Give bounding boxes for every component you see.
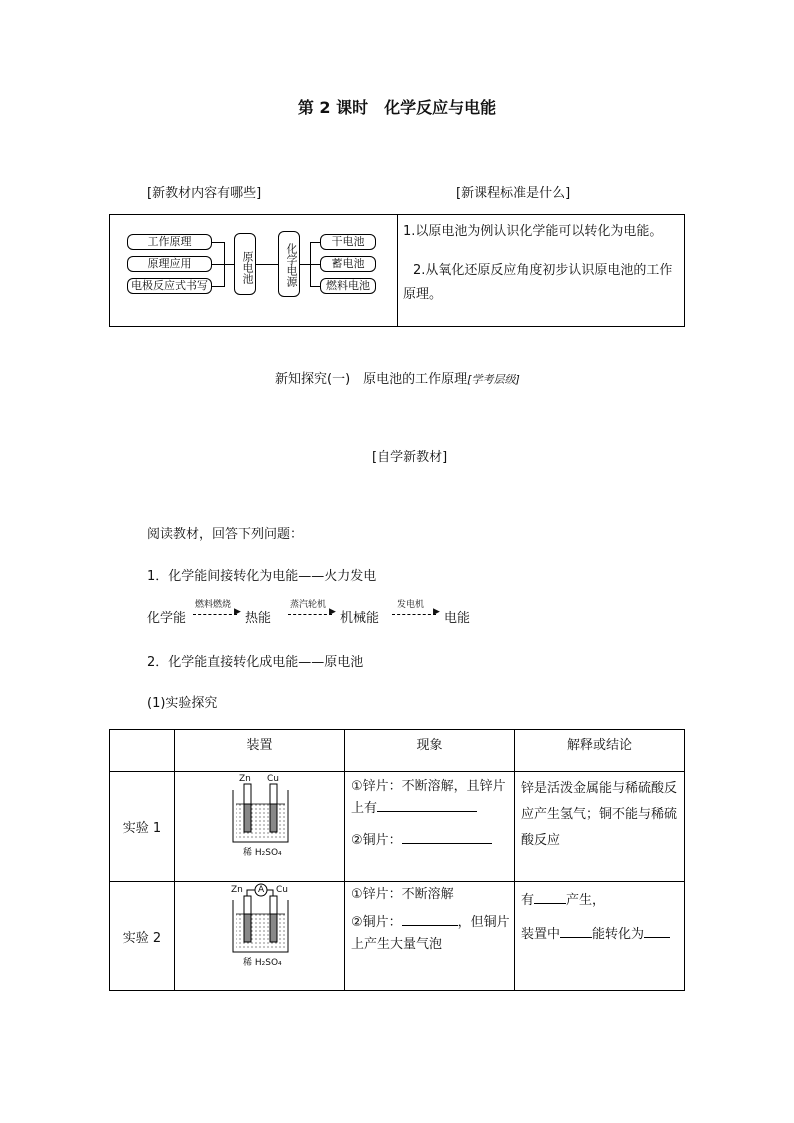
diagram-left-item: 电极反应式书写 xyxy=(127,278,212,294)
conclusion-2 xyxy=(515,882,685,991)
row-name: 实验 2 xyxy=(110,882,175,991)
conclusion-1: 锌是活泼金属能与稀硫酸反应产生氢气；铜不能与稀硫酸反应 xyxy=(515,772,685,882)
solution-caption: 稀 H₂SO₄ xyxy=(243,848,282,858)
row-name: 实验 1 xyxy=(110,772,175,882)
diagram-right-item: 燃料电池 xyxy=(320,278,376,294)
beaker-icon xyxy=(175,772,344,881)
chain-node: 机械能 xyxy=(340,611,380,626)
table-header: 装置 xyxy=(175,730,345,772)
ammeter-label: A xyxy=(258,885,265,895)
chain-label: 燃料燃烧 xyxy=(195,600,232,610)
chain-node: 电能 xyxy=(444,611,471,626)
diagram-right-item: 蓄电池 xyxy=(320,256,376,272)
chain-node: 化学能 xyxy=(147,611,187,626)
electrode-left: Zn xyxy=(231,885,243,895)
phenomenon: ，但铜片上产生大量气泡 xyxy=(351,915,510,952)
solution-caption: 稀 H₂SO₄ xyxy=(243,958,282,968)
phenomenon: ②铜片： xyxy=(351,833,402,848)
diagram-center-a: 原电池 xyxy=(234,233,256,295)
conclusion-text: 能转化为 xyxy=(592,927,645,942)
electrode-left: Zn xyxy=(239,774,251,784)
left-header: [新教材内容有哪些] xyxy=(147,186,262,201)
table-header: 现象 xyxy=(345,730,515,772)
phenomena-2 xyxy=(345,882,515,991)
table-header: 解释或结论 xyxy=(515,730,685,772)
chain-node: 热能 xyxy=(245,611,272,626)
standard-1: 1.以原电池为例认识化学能可以转化为电能。 xyxy=(403,224,663,239)
phenomena-1 xyxy=(345,772,515,882)
chain-label: 发电机 xyxy=(397,600,425,610)
diagram-left-item: 工作原理 xyxy=(127,234,212,250)
conclusion-text: 装置中 xyxy=(521,927,561,942)
phenomenon: ②铜片： xyxy=(351,915,402,930)
galvanic-cell-icon xyxy=(175,882,344,990)
intro-text: 阅读教材，回答下列问题： xyxy=(147,527,304,542)
page-title: 第 2 课时 化学反应与电能 xyxy=(297,98,497,117)
question-1: 1．化学能间接转化为电能——火力发电 xyxy=(147,569,377,584)
subheader: [自学新教材] xyxy=(372,450,448,465)
phenomenon: ①锌片：不断溶解 xyxy=(351,887,454,902)
question-2: 2．化学能直接转化成电能——原电池 xyxy=(147,655,364,670)
apparatus-1 xyxy=(175,772,345,882)
overview-box xyxy=(109,214,685,327)
experiment-table xyxy=(109,729,685,991)
energy-chain: 化学能 燃料燃烧 ▶ 热能 蒸汽轮机 ▶ 机械能 发电机 ▶ 电能 xyxy=(147,597,487,627)
section-title-text: 新知探究(一) 原电池的工作原理 xyxy=(275,372,468,387)
diagram-right-item: 干电池 xyxy=(320,234,376,250)
diagram-center-b: 化学电源 xyxy=(278,231,300,297)
question-2-sub: (1)实验探究 xyxy=(147,696,218,711)
electrode-right: Cu xyxy=(276,885,288,895)
phenomenon: ①锌片：不断溶解，且锌片上有 xyxy=(351,779,506,816)
conclusion-text: 产生， xyxy=(566,893,606,908)
section-tag: [学考层级] xyxy=(467,373,520,386)
electrode-right: Cu xyxy=(267,774,279,784)
standard-2: 2.从氧化还原反应角度初步认识原电池的工作原理。 xyxy=(403,263,673,302)
right-header: [新课程标准是什么] xyxy=(456,186,571,201)
section-title xyxy=(275,368,520,387)
conclusion-text: 有 xyxy=(521,893,535,908)
chain-label: 蒸汽轮机 xyxy=(290,600,327,610)
apparatus-2 xyxy=(175,882,345,991)
diagram-left-item: 原理应用 xyxy=(127,256,212,272)
